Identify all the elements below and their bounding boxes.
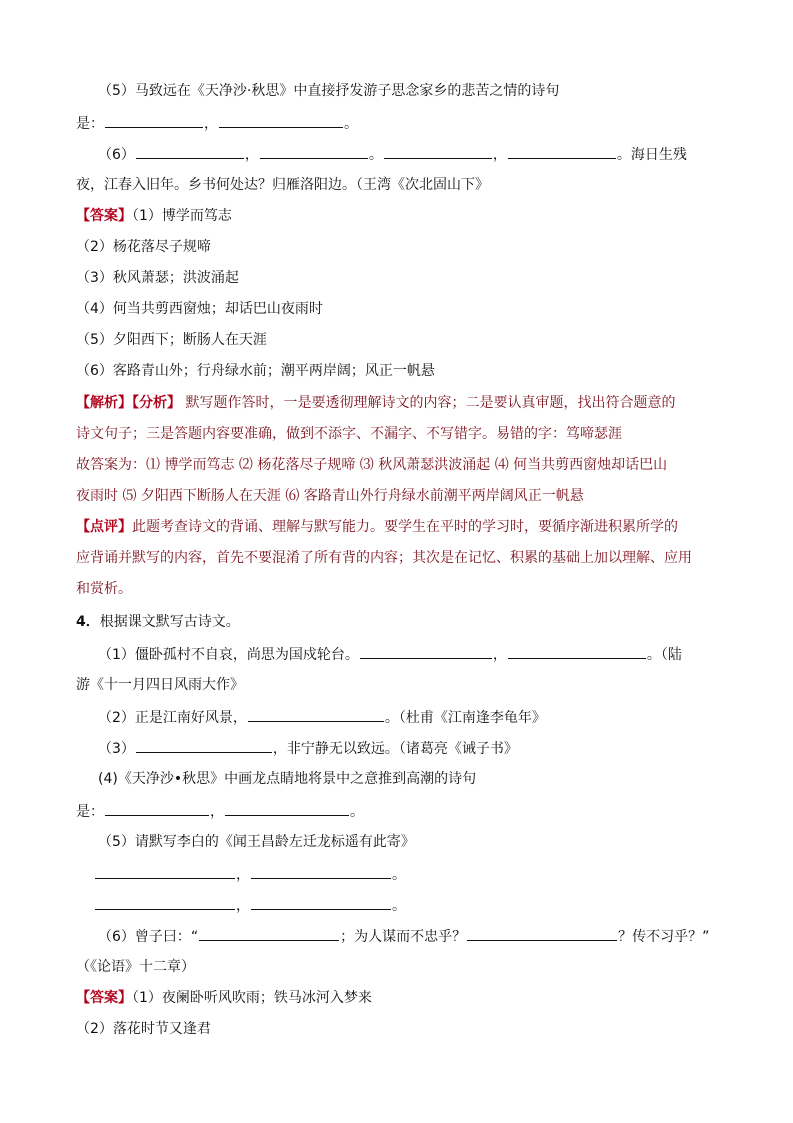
answer-item: （6）客路青山外；行舟绿水前；潮平两岸阔；风正一帆悬: [76, 363, 435, 379]
blank: [248, 707, 384, 722]
q4-1-line: （1）僵卧孤村不自哀，尚思为国戍轮台。 ， 。（陆: [98, 644, 682, 664]
blank: [260, 144, 368, 159]
q5-text: （5）马致远在《天净沙·秋思》中直接抒发游子思念家乡的悲苦之情的诗句: [98, 83, 560, 99]
blank: [251, 895, 391, 910]
q4-4-line: (4)《天净沙•秋思》中画龙点睛地将景中之意推到高潮的诗句: [98, 771, 477, 787]
analysis-line: 故答案为：⑴ 博学而笃志 ⑵ 杨花落尽子规啼 ⑶ 秋风萧瑟洪波涌起 ⑷ 何当共剪西窗烛却话巴山: [76, 457, 668, 473]
blank: [199, 926, 339, 941]
analysis-line: 【解析】【分析】 默写题作答时，一是要透彻理解诗文的内容；二是要认真审题，找出符合题意的: [76, 395, 676, 411]
answer-tag: 【答案】: [76, 208, 132, 224]
q4-1-source: 游《十一月四日风雨大作》: [76, 677, 244, 693]
q4-4-answer-line: 是： ， 。: [76, 801, 364, 821]
answer-block: 【答案】（1）博学而笃志: [76, 208, 232, 224]
analysis-tag: 【解析】: [76, 395, 132, 411]
blank: [251, 864, 391, 879]
blank: [219, 113, 343, 128]
answer-item: （2）落花时节又逢君: [76, 1021, 211, 1037]
q6-line-2: 夜，江春入旧年。乡书何处达？归雁洛阳边。（王湾《次北固山下》: [76, 177, 489, 193]
answer-item: （4）何当共剪西窗烛；却话巴山夜雨时: [76, 301, 323, 317]
blank: [225, 801, 349, 816]
comment-line: 应背诵并默写的内容，首先不要混淆了所有背的内容；其次是在记忆、积累的基础上加以理解、应用: [76, 550, 692, 566]
q4-answer-block: 【答案】（1）夜阑卧听风吹雨；铁马冰河入梦来: [76, 990, 372, 1006]
answer-item: （3）秋风萧瑟；洪波涌起: [76, 270, 239, 286]
q4-5-blanks-1: ， 。: [94, 864, 406, 884]
comment-line: 【点评】此题考查诗文的背诵、理解与默写能力。要学生在平时的学习时，要循序渐进积累所学的: [76, 519, 678, 535]
blank: [508, 644, 646, 659]
q4-3-line: （3） ，非宁静无以致远。（诸葛亮《诫子书》: [98, 738, 518, 758]
q4-5-blanks-2: ， 。: [94, 895, 406, 915]
analysis-line: 诗文句子；三是答题内容要准确，做到不添字、不漏字、不写错字。易错的字：笃啼瑟涯: [76, 426, 622, 442]
blank: [105, 801, 209, 816]
q6-line: （6） ， 。 ， 。海日生残: [98, 144, 687, 164]
blank: [384, 144, 492, 159]
answer-tag: 【答案】: [76, 990, 132, 1006]
blank: [95, 864, 235, 879]
blank: [136, 144, 244, 159]
q4-2-line: （2）正是江南好风景， 。（杜甫《江南逢李龟年》: [98, 707, 546, 727]
comment-line: 和赏析。: [76, 581, 132, 597]
blank: [508, 144, 616, 159]
analysis-sub-tag: 【分析】: [132, 395, 181, 411]
answer-item: （5）夕阳西下；断肠人在天涯: [76, 332, 267, 348]
q4-6-source: （《论语》十二章）: [76, 959, 195, 975]
q4-6-line: （6）曾子曰：“ ；为人谋而不忠乎？ ？传不习乎？”: [98, 926, 709, 946]
q5-answer-line: 是： ， 。: [76, 113, 358, 133]
blank: [360, 644, 492, 659]
answer-item: （2）杨花落尽子规啼: [76, 239, 211, 255]
q4-5-line: （5）请默写李白的《闻王昌龄左迁龙标遥有此寄》: [98, 834, 415, 850]
blank: [467, 926, 617, 941]
blank: [95, 895, 235, 910]
q4-title: 4．根据课文默写古诗文。: [76, 614, 240, 630]
blank: [105, 113, 203, 128]
blank: [136, 738, 272, 753]
comment-tag: 【点评】: [76, 519, 132, 535]
analysis-line: 夜雨时 ⑸ 夕阳西下断肠人在天涯 ⑹ 客路青山外行舟绿水前潮平两岸阔风正一帆悬: [76, 488, 584, 504]
